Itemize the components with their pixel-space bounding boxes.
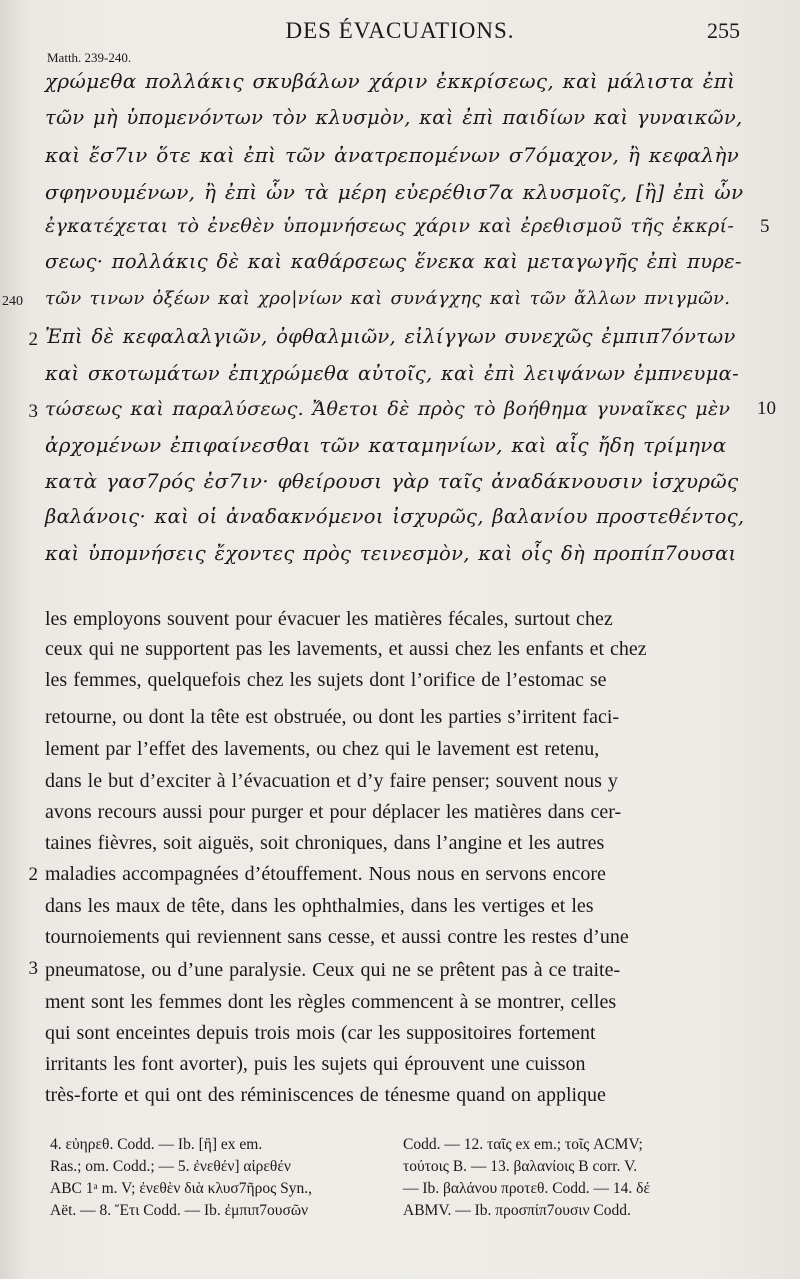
margin-section-number: 2 xyxy=(28,864,38,885)
greek-line: καὶ ὑπομνήσεις ἔχοντες πρὸς τεινεσμὸν, καὶ οἷς δὴ προπίπ7ουσαι xyxy=(45,542,737,565)
greek-line: σεως· πολλάκις δὲ καὶ καθάρσεως ἕνεκα καὶ μεταγωγῆς ἐπὶ πυρε- xyxy=(45,250,742,273)
footnotes-right-column xyxy=(403,1134,650,1222)
french-line: ment sont les femmes dont les règles commencent à se montrer, celles xyxy=(45,991,617,1013)
margin-line-number: 5 xyxy=(760,216,770,237)
greek-line: τώσεως καὶ παραλύσεως. Ἄθετοι δὲ πρὸς τὸ βοήθημα γυναῖκες μὲν xyxy=(45,398,731,420)
page-number: 255 xyxy=(707,18,740,43)
manuscript-reference: Matth. 239-240. xyxy=(47,50,132,65)
french-line: ceux qui ne supportent pas les lavements, et aussi chez les enfants et chez xyxy=(45,638,647,660)
footnote-line: 4. εὐηρεθ. Codd. — Ib. [ἢ] ex em. xyxy=(50,1136,263,1153)
french-line: dans le but d’exciter à l’évacuation et d’y faire penser; souvent nous y xyxy=(45,770,618,792)
french-line: lement par l’effet des lavements, ou chez qui le lavement est retenu, xyxy=(45,738,600,760)
margin-line-number: 10 xyxy=(757,398,776,419)
footnote-line: ABMV. — Ib. προσπίπ7ουσιν Codd. xyxy=(403,1202,631,1219)
french-line: maladies accompagnées d’étouffement. Nous nous en servons encore xyxy=(45,863,606,885)
greek-line: καὶ σκοτωμάτων ἐπιχρώμεθα αὐτοῖς, καὶ ἐπὶ λειψάνων ἐμπνευμα- xyxy=(45,362,739,385)
french-line: pneumatose, ou d’une paralysie. Ceux qui ne se prêtent pas à ce traite- xyxy=(45,959,621,981)
greek-line: κατὰ γασ7ρός ἐσ7ιν· φθείρουσι γὰρ ταῖς ἀναδάκνουσιν ἰσχυρῶς xyxy=(45,469,739,493)
greek-line: βαλάνοις· καὶ οἱ ἀναδακνόμενοι ἰσχυρῶς, βαλανίου προστεθέντος, xyxy=(45,505,745,528)
french-line: irritants les font avorter), puis les sujets qui éprouvent une cuisson xyxy=(45,1053,586,1075)
margin-section-number: 3 xyxy=(28,401,38,422)
french-line: très-forte et qui ont des réminiscences de ténesme quand on applique xyxy=(45,1084,606,1106)
margin-section-number: 2 xyxy=(28,329,38,350)
french-line: taines fièvres, soit aiguës, soit chroniques, dans l’angine et les autres xyxy=(45,832,605,854)
greek-line: ἐγκατέχεται τὸ ἐνεθὲν ὑπομνήσεως χάριν καὶ ἐρεθισμοῦ τῆς ἐκκρί- xyxy=(45,215,735,237)
french-line: qui sont enceintes depuis trois mois (car les suppositoires fortement xyxy=(45,1022,596,1044)
footnote-line: Codd. — 12. ταῖς ex em.; τοῖς ACMV; xyxy=(403,1136,643,1153)
greek-line: χρώμεθα πολλάκις σκυβάλων χάριν ἐκκρίσεως, καὶ μάλιστα ἐπὶ xyxy=(45,69,736,93)
french-line: tournoiements qui reviennent sans cesse, et aussi contre les restes d’une xyxy=(45,926,629,948)
greek-line: τῶν τινων ὀξέων καὶ χρο|νίων καὶ συνάγχης καὶ τῶν ἄλλων πνιγμῶν. xyxy=(45,288,731,309)
footnote-line: τούτοις B. — 13. βαλανίοις B corr. V. xyxy=(403,1158,638,1175)
french-line: retourne, ou dont la tête est obstruée, ou dont les parties s’irritent faci- xyxy=(45,706,620,728)
greek-line: ἀρχομένων ἐπιφαίνεσθαι τῶν καταμηνίων, καὶ αἷς ἤδη τρίμηνα xyxy=(45,433,727,457)
footnote-line: ABC 1ᵃ m. V; ἐνεθὲν διὰ κλυσ7ῆρος Syn., xyxy=(50,1180,312,1197)
greek-line: τῶν μὴ ὑπομενόντων τὸν κλυσμὸν, καὶ ἐπὶ παιδίων καὶ γυναικῶν, xyxy=(45,106,743,129)
greek-line: Ἐπὶ δὲ κεφαλαλγιῶν, ὀφθαλμιῶν, εἰλίγγων συνεχῶς ἐμπιπ7όντων xyxy=(45,325,736,348)
greek-line: καὶ ἔσ7ιν ὅτε καὶ ἐπὶ τῶν ἀνατρεπομένων σ7όμαχον, ἢ κεφαλὴν xyxy=(45,143,740,167)
footnote-line: Ras.; om. Codd.; — 5. ἐνεθέν] αἱρεθέν xyxy=(50,1158,291,1175)
greek-line: σφηνουμένων, ἢ ἐπὶ ὧν τὰ μέρη εὐερέθισ7α κλυσμοῖς, [ἢ] ἐπὶ ὧν xyxy=(45,180,744,204)
french-line: les employons souvent pour évacuer les matières fécales, surtout chez xyxy=(45,608,613,630)
footnotes-left-column xyxy=(50,1134,312,1222)
running-title: DES ÉVACUATIONS. xyxy=(285,18,515,43)
french-line: les femmes, quelquefois chez les sujets dont l’orifice de l’estomac se xyxy=(45,669,607,691)
margin-section-number: 3 xyxy=(28,958,38,979)
footnote-line: — Ib. βαλάνου προτεθ. Codd. — 14. δέ xyxy=(403,1180,650,1197)
french-line: dans les maux de tête, dans les ophthalmies, dans les vertiges et les xyxy=(45,895,594,917)
footnote-line: Aët. — 8. Ἔτι Codd. — Ib. ἐμπιπ7ουσῶν xyxy=(50,1202,309,1219)
french-line: avons recours aussi pour purger et pour déplacer les matières dans cer- xyxy=(45,801,622,823)
margin-folio-number: 240 xyxy=(2,294,23,309)
